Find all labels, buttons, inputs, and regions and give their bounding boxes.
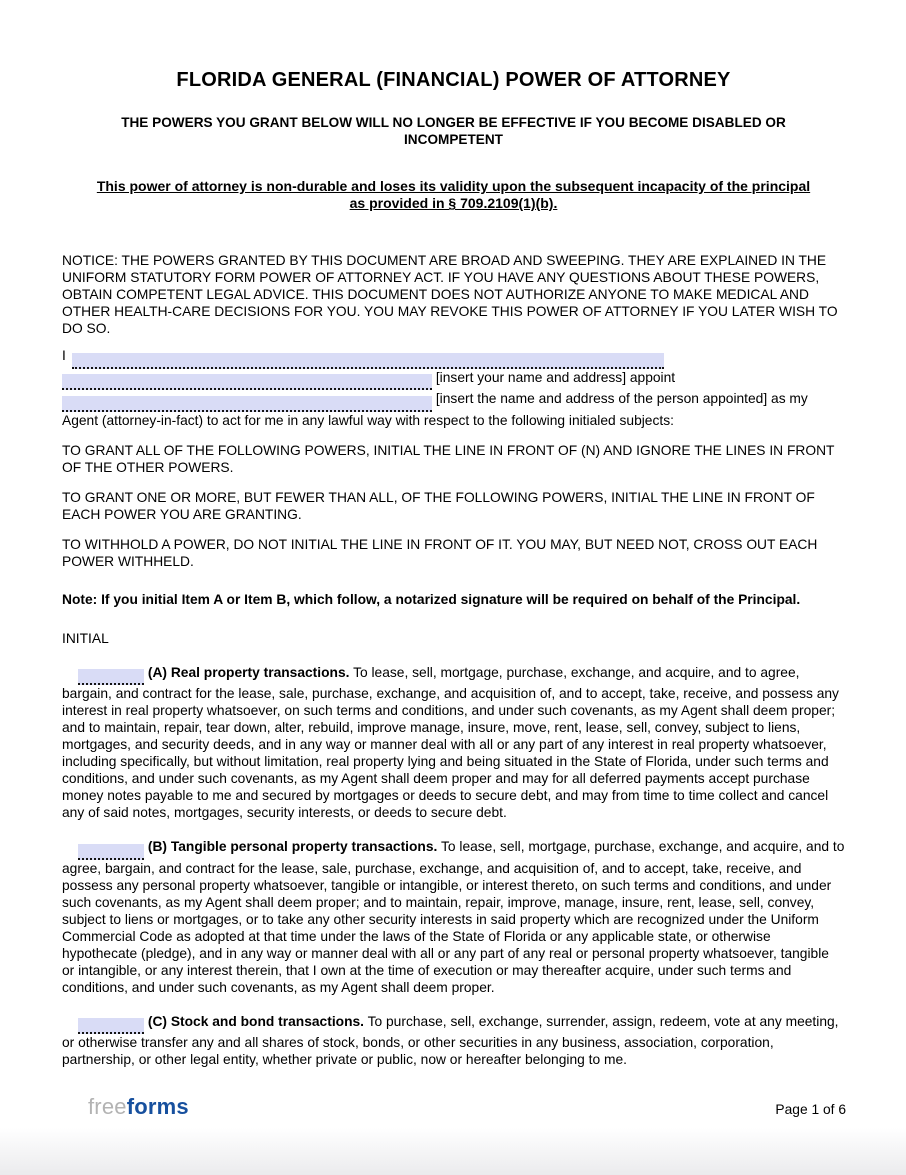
principal-address-field[interactable] xyxy=(62,374,432,390)
principal-address-line xyxy=(62,369,845,391)
power-heading-b: (B) Tangible personal property transactions. xyxy=(147,839,438,854)
appointment-section xyxy=(62,347,845,429)
principal-prefix: I xyxy=(62,348,66,363)
agent-name-address-field[interactable] xyxy=(62,396,432,412)
notarization-note: Note: If you initial Item A or Item B, which follow, a notarized signature will be required on behalf of the Principal. xyxy=(62,591,801,607)
notice-paragraph: NOTICE: THE POWERS GRANTED BY THIS DOCUMENT ARE BROAD AND SWEEPING. THEY ARE EXPLAINED IN THE UNIFORM STATUTORY FORM POWER OF ATTORNEY ACT. IF YOU HAVE ANY QUESTIONS ABOUT THESE POWERS, OBTAIN COMPETENT LEGAL ADVICE. THIS DOCUMENT DOES NOT AUTHORIZE ANYONE TO MAKE MEDICAL AND OTHER HEALTH-CARE DECISIONS FOR YOU. YOU MAY REVOKE THIS POWER OF ATTORNEY IF YOU LATER WISH TO DO SO. xyxy=(62,253,838,336)
initials-field-a[interactable] xyxy=(78,669,144,685)
durability-notice: This power of attorney is non-durable and loses its validity upon the subsequent incapacity of the principal as provided in § 709.2109(1)(b). xyxy=(96,178,811,211)
initials-field-b[interactable] xyxy=(78,844,144,860)
principal-name-field[interactable] xyxy=(72,353,664,369)
initials-field-c[interactable] xyxy=(78,1018,144,1034)
appointment-continuation: Agent (attorney-in-fact) to act for me in any lawful way with respect to the following initialed subjects: xyxy=(62,412,674,428)
initial-label: INITIAL xyxy=(62,630,109,646)
power-heading-c: (C) Stock and bond transactions. xyxy=(147,1013,365,1029)
instruction-withhold: TO WITHHOLD A POWER, DO NOT INITIAL THE LINE IN FRONT OF IT. YOU MAY, BUT NEED NOT, CROSS OUT EACH POWER WITHHELD. xyxy=(62,536,818,569)
agent-line xyxy=(62,390,845,412)
power-item-c xyxy=(62,1013,845,1069)
logo-forms-text: forms xyxy=(126,1094,189,1119)
power-body-c: To purchase, sell, exchange, surrender, assign, redeem, vote at any meeting, or otherwise transfer any and all shares of stock, bonds, or other securities in any business, association, corporation, partnership, or other legal entity, whether private or public, now or hereafter belonging to me. xyxy=(62,1013,839,1067)
insert-agent-hint: [insert the name and address of the person appointed] as my xyxy=(435,391,808,406)
document-title: FLORIDA GENERAL (FINANCIAL) POWER OF ATTORNEY xyxy=(176,69,731,91)
freeforms-logo xyxy=(88,1094,189,1119)
principal-name-line xyxy=(62,347,845,369)
power-body-b: To lease, sell, mortgage, purchase, exchange, and acquire, and to agree, bargain, and contract for the lease, sale, purchase, exchange, and acquisition of, and to accept, take, receive, and possess any personal property whatsoever, tangible or intangible, or interest thereto, on such terms and conditions, and under such covenants, as my Agent shall deem proper; and to maintain, repair, improve, manage, insure, rent, lease, sell, convey, subject to liens or mortgages, or to take any other security interests in said property which are recognized under the Uniform Commercial Code as adopted at that time under the laws of the State of Florida or any applicable state, or otherwise hypothecate (pledge), and in any way or manner deal with all or any part of any real or personal property whatsoever, tangible or intangible, or any interest therein, that I own at the time of execution or may thereafter acquire, under such terms and conditions, and under such covenants, as my Agent shall deem proper. xyxy=(62,839,845,995)
page-number: Page 1 of 6 xyxy=(775,1102,846,1117)
page-footer xyxy=(88,1094,846,1119)
power-heading-a: (A) Real property transactions. xyxy=(147,664,350,680)
power-item-a xyxy=(62,664,845,822)
insert-name-hint: [insert your name and address] appoint xyxy=(435,369,676,385)
logo-free-text: free xyxy=(88,1094,127,1119)
warning-text: THE POWERS YOU GRANT BELOW WILL NO LONGER BE EFFECTIVE IF YOU BECOME DISABLED OR INCOMPETENT xyxy=(121,115,786,147)
instruction-grant-all: TO GRANT ALL OF THE FOLLOWING POWERS, INITIAL THE LINE IN FRONT OF (N) AND IGNORE THE LINES IN FRONT OF THE OTHER POWERS. xyxy=(62,442,835,475)
power-item-b xyxy=(62,838,845,996)
instruction-grant-some: TO GRANT ONE OR MORE, BUT FEWER THAN ALL, OF THE FOLLOWING POWERS, INITIAL THE LINE IN FRONT OF EACH POWER YOU ARE GRANTING. xyxy=(62,489,815,522)
power-body-a: To lease, sell, mortgage, purchase, exchange, and acquire, and to agree, bargain, and contract for the lease, sale, purchase, exchange, and acquisition of, and to accept, take, receive, and possess any interest in real property whatsoever, on such terms and conditions, and under such covenants, as my Agent shall deem proper; and to maintain, repair, tear down, alter, rebuild, improve manage, insure, move, rent, lease, sell, convey, subject to liens, mortgages, and security deeds, and in any way or manner deal with all or any part of any interest in real property whatsoever, including specifically, but without limitation, real property lying and being situated in the State of Florida, under such terms and conditions, and under such covenants, as my Agent shall deem proper and may for all deferred payments accept purchase money notes payable to me and secured by mortgages or deeds to secure debt, and may from time to time collect and cancel any of said notes, mortgages, security interests, or deeds to secure debt. xyxy=(62,664,839,820)
